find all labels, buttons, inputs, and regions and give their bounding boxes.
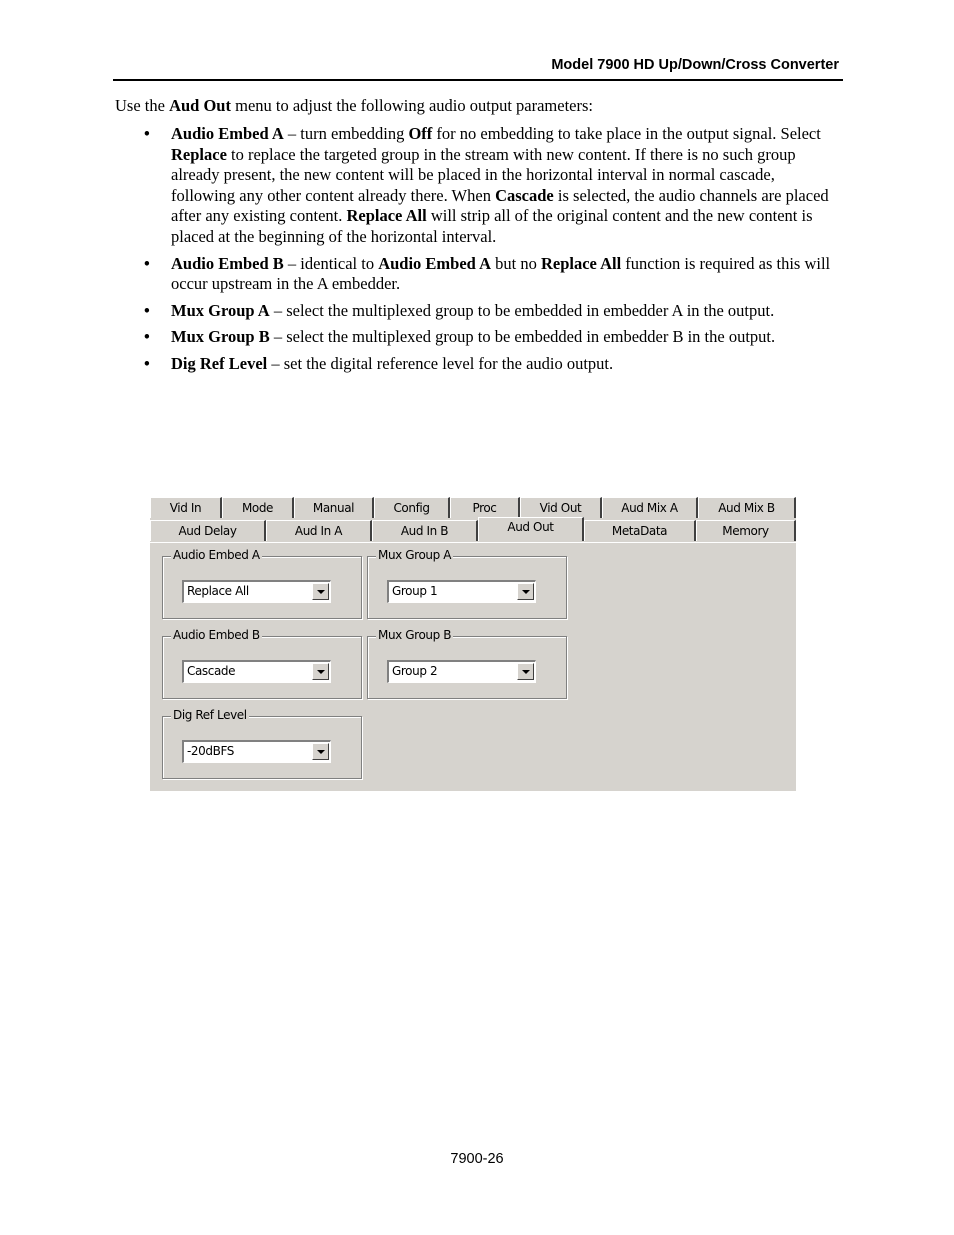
parameter-list xyxy=(142,124,842,381)
header-rule xyxy=(113,79,843,81)
bold-keyword: Replace All xyxy=(540,253,622,273)
audio-embed-b-label: Audio Embed B xyxy=(173,628,260,642)
tab-aud-mix-b[interactable]: Aud Mix B xyxy=(698,497,796,518)
audio-embed-a-group xyxy=(162,548,362,619)
page-header: Model 7900 HD Up/Down/Cross Converter xyxy=(551,57,839,73)
dig-ref-level-select[interactable] xyxy=(182,740,331,763)
description-text: for no embedding to take place in the output signal. Select xyxy=(432,124,821,143)
parameter-term: Audio Embed A xyxy=(171,124,284,143)
audio-embed-a-value: Replace All xyxy=(187,584,249,598)
bold-keyword: Replace xyxy=(171,144,227,164)
chevron-down-icon[interactable] xyxy=(517,583,534,600)
tab-vid-in[interactable]: Vid In xyxy=(150,497,222,518)
tab-aud-out[interactable]: Aud Out xyxy=(478,517,584,541)
audio-embed-b-group xyxy=(162,628,362,699)
bold-keyword: Off xyxy=(408,124,433,143)
tab-aud-mix-a[interactable]: Aud Mix A xyxy=(602,497,698,518)
chevron-down-icon[interactable] xyxy=(312,583,329,600)
parameter-term: Audio Embed B xyxy=(171,253,284,273)
description-text: – identical to xyxy=(283,253,379,273)
parameter-term: Mux Group A xyxy=(171,300,270,320)
description-text: – set the digital reference level for the audio output. xyxy=(267,353,614,373)
tab-manual[interactable]: Manual xyxy=(294,497,374,518)
page-number: 7900-26 xyxy=(450,1151,504,1167)
description-text: but no xyxy=(491,253,541,273)
list-item xyxy=(142,254,842,295)
list-item xyxy=(142,354,842,375)
intro-menu-name: Aud Out xyxy=(169,96,231,115)
audio-embed-a-label: Audio Embed A xyxy=(173,548,260,562)
audio-embed-a-select[interactable] xyxy=(182,580,331,603)
mux-group-a-group xyxy=(367,548,567,619)
tab-vid-out[interactable]: Vid Out xyxy=(520,497,602,518)
bold-keyword: Cascade xyxy=(495,185,554,205)
description-text: – select the multiplexed group to be embedded in embedder A in the output. xyxy=(269,300,775,320)
intro-paragraph xyxy=(115,95,593,116)
chevron-down-icon[interactable] xyxy=(312,663,329,680)
tab-proc[interactable]: Proc xyxy=(450,497,520,518)
description-text: will strip all of the original content and the new content is placed at the beginning of the horizontal interval. xyxy=(171,206,813,246)
mux-group-a-label: Mux Group A xyxy=(378,548,452,562)
chevron-down-icon[interactable] xyxy=(517,663,534,680)
mux-group-b-value: Group 2 xyxy=(392,664,438,678)
parameter-term: Mux Group B xyxy=(171,327,270,347)
tab-aud-delay[interactable]: Aud Delay xyxy=(150,520,266,541)
description-text: is selected, the audio channels are placed after any existing content. xyxy=(171,185,829,226)
tab-mode[interactable]: Mode xyxy=(222,497,294,518)
tab-aud-in-b[interactable]: Aud In B xyxy=(372,520,478,541)
dig-ref-level-group xyxy=(162,708,362,779)
description-text: to replace the targeted group in the stream with new content. If there is no such group already present, the new content will be placed in the horizontal interval in normal cascade, following any other content already there. When xyxy=(171,144,796,205)
tab-aud-in-a[interactable]: Aud In A xyxy=(266,520,372,541)
tab-config[interactable]: Config xyxy=(374,497,450,518)
bold-keyword: Audio Embed A xyxy=(378,253,491,273)
parameter-term: Dig Ref Level xyxy=(171,353,268,373)
list-item xyxy=(142,327,842,348)
description-text: – select the multiplexed group to be embedded in embedder B in the output. xyxy=(269,327,776,347)
intro-prefix: Use the xyxy=(115,96,170,115)
dig-ref-level-label: Dig Ref Level xyxy=(173,708,247,722)
chevron-down-icon[interactable] xyxy=(312,743,329,760)
audio-embed-b-select[interactable] xyxy=(182,660,331,683)
list-item xyxy=(142,124,842,248)
list-item xyxy=(142,301,842,322)
mux-group-b-label: Mux Group B xyxy=(378,628,452,642)
dig-ref-level-value: -20dBFS xyxy=(187,744,234,758)
audio-embed-b-value: Cascade xyxy=(187,664,236,678)
intro-suffix: menu to adjust the following audio output parameters: xyxy=(230,96,593,115)
tab-metadata[interactable]: MetaData xyxy=(584,520,696,541)
aud-out-panel xyxy=(150,497,796,791)
description-text: function is required as this will occur upstream in the A embedder. xyxy=(171,253,831,294)
mux-group-a-select[interactable] xyxy=(387,580,536,603)
mux-group-b-select[interactable] xyxy=(387,660,536,683)
description-text: – turn embedding xyxy=(283,124,409,143)
tab-memory[interactable]: Memory xyxy=(696,520,796,541)
mux-group-b-group xyxy=(367,628,567,699)
bold-keyword: Replace All xyxy=(346,206,427,226)
mux-group-a-value: Group 1 xyxy=(392,584,438,598)
tab-strip-edge xyxy=(150,542,796,543)
